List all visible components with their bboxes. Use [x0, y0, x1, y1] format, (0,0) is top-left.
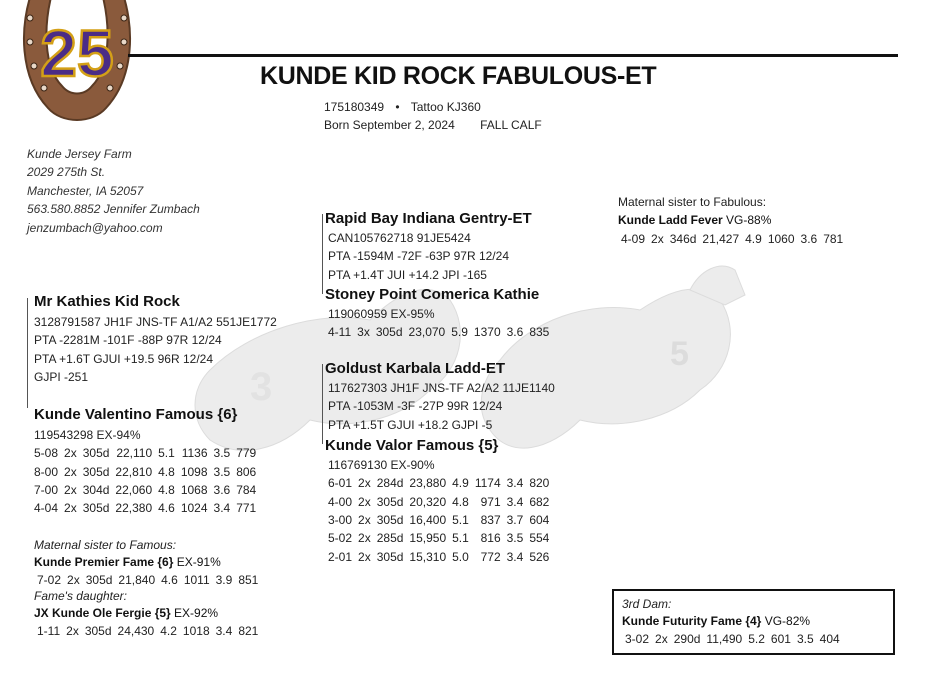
record-cell: 4.2 [160, 624, 177, 639]
record-cell: 781 [823, 232, 844, 247]
record-cell: 1018 [182, 624, 210, 639]
daughter-name: JX Kunde Ole Fergie {5} [34, 606, 171, 621]
record-cell: 4.8 [452, 494, 469, 509]
record-cell: 806 [236, 464, 257, 479]
record-cell: 7-00 [34, 483, 59, 498]
record-cell: 21,427 [702, 232, 740, 247]
record-cell: 2x [358, 476, 371, 491]
record-row [328, 323, 555, 341]
record-cell: 7-02 [37, 573, 62, 588]
record-cell: 1068 [180, 483, 208, 498]
record-cell: 305d [376, 494, 404, 509]
record-cell: 5.1 [158, 446, 175, 461]
sire-block [34, 293, 277, 386]
record-cell: 22,060 [115, 483, 153, 498]
farm-info [27, 145, 200, 237]
record-cell: 1024 [180, 501, 208, 516]
record-cell: 784 [236, 483, 257, 498]
record-cell: 601 [770, 632, 791, 647]
record-row [621, 230, 849, 248]
born-line [324, 118, 542, 132]
record-cell: 554 [529, 531, 550, 546]
dam-block [34, 406, 262, 517]
sire-sire-line: CAN105762718 91JE5424 [328, 231, 471, 245]
record-cell: 5-02 [328, 531, 353, 546]
record-cell: 3.4 [506, 549, 524, 564]
third-dam-content [622, 597, 846, 648]
record-cell: 2x [358, 549, 371, 564]
record-row [328, 547, 555, 565]
record-cell: 22,110 [116, 446, 153, 461]
dam-id: 119543298 EX-94% [34, 428, 141, 442]
record-cell: 346d [669, 232, 697, 247]
record-cell: 3-02 [625, 632, 650, 647]
sister-label: Maternal sister to Famous: [34, 538, 177, 552]
separator-bullet: • [395, 100, 400, 114]
record-cell: 15,310 [409, 549, 447, 564]
record-cell: 16,400 [409, 513, 447, 528]
record-cell: 772 [480, 549, 501, 564]
third-dam-label: 3rd Dam: [622, 597, 672, 611]
record-cell: 20,320 [409, 494, 447, 509]
horseshoe-logo [14, 0, 140, 132]
record-cell: 2x [66, 624, 79, 639]
record-row [34, 499, 262, 517]
record-row [37, 622, 264, 640]
record-cell: 3.9 [215, 573, 233, 588]
animal-title: KUNDE KID ROCK FABULOUS-ET [260, 62, 657, 90]
record-cell: 1174 [474, 476, 501, 491]
record-cell: 2x [64, 483, 77, 498]
maternal-sister-name: Kunde Ladd Fever [618, 213, 723, 227]
sire-sire-line: PTA +1.4T JUI +14.2 JPI -165 [328, 267, 487, 282]
sire-line: PTA +1.6T GJUI +19.5 96R 12/24 [34, 351, 213, 366]
record-cell: 1011 [183, 573, 210, 588]
dam-dam-id: 116769130 EX-90% [328, 458, 435, 472]
record-cell: 1370 [473, 325, 501, 340]
third-dam-box [612, 589, 895, 655]
record-cell: 3.4 [215, 624, 233, 639]
sire-sire-bracket [322, 214, 323, 294]
farm-email: jenzumbach@yahoo.com [27, 220, 163, 235]
sister-record [37, 571, 264, 589]
record-cell: 15,950 [409, 531, 447, 546]
record-cell: 526 [529, 549, 550, 564]
watermark-number-left: 3 [250, 365, 273, 409]
record-cell: 971 [480, 494, 501, 509]
sister-class: EX-91% [173, 555, 221, 569]
record-row [328, 474, 555, 492]
record-cell: 6-01 [328, 476, 353, 491]
record-cell: 23,880 [409, 476, 447, 491]
record-cell: 5.1 [452, 531, 469, 546]
sire-bracket [27, 298, 28, 408]
dam-records [34, 444, 262, 517]
maternal-sister-class: VG-88% [722, 213, 772, 227]
sire-dam-id: 119060959 EX-95% [328, 307, 435, 321]
header-rule [128, 54, 898, 57]
dam-sire-block [325, 360, 555, 434]
sire-dam-name: Stoney Point Comerica Kathie [325, 286, 540, 303]
dam-sire-line: 117627303 JH1F JNS-TF A2/A2 11JE1140 [328, 381, 555, 395]
record-cell: 2x [358, 513, 371, 528]
sire-line: GJPI -251 [34, 369, 89, 384]
record-cell: 22,810 [115, 464, 153, 479]
record-cell: 3.4 [213, 501, 231, 516]
record-cell: 8-00 [34, 464, 59, 479]
record-cell: 2x [358, 531, 371, 546]
record-cell: 290d [673, 632, 701, 647]
show-class: FALL CALF [480, 118, 542, 132]
maternal-sister-record [621, 230, 849, 248]
tattoo: Tattoo KJ360 [410, 100, 481, 114]
dam-sire-line: PTA -1053M -3F -27P 99R 12/24 [328, 399, 503, 414]
record-cell: 305d [376, 513, 404, 528]
record-cell: 5-08 [34, 446, 59, 461]
record-cell: 779 [236, 446, 257, 461]
record-cell: 3.7 [506, 513, 524, 528]
record-cell: 305d [82, 501, 110, 516]
record-row [34, 444, 262, 462]
record-cell: 4.8 [158, 464, 175, 479]
record-cell: 22,380 [115, 501, 153, 516]
record-cell: 2x [67, 573, 80, 588]
dam-dam-records [328, 474, 555, 565]
record-cell: 3.5 [506, 531, 524, 546]
record-cell: 851 [238, 573, 259, 588]
daughter-label: Fame's daughter: [34, 589, 128, 604]
record-cell: 3.5 [796, 632, 814, 647]
third-dam-name: Kunde Futurity Fame {4} [622, 614, 762, 628]
record-row [328, 529, 555, 547]
registration-number: 175180349 [324, 100, 385, 114]
record-cell: 2-01 [328, 549, 353, 564]
record-cell: 4.6 [161, 573, 178, 588]
record-cell: 682 [529, 494, 550, 509]
sire-sire-line: PTA -1594M -72F -63P 97R 12/24 [328, 249, 509, 264]
record-cell: 24,430 [117, 624, 155, 639]
record-cell: 820 [529, 476, 550, 491]
record-cell: 5.0 [452, 549, 469, 564]
record-cell: 305d [375, 325, 403, 340]
sire-sire-block [325, 210, 532, 284]
record-cell: 21,840 [118, 573, 156, 588]
dam-name: Kunde Valentino Famous {6} [34, 406, 238, 423]
birth-date: Born September 2, 2024 [324, 118, 455, 132]
record-cell: 5.9 [451, 325, 468, 340]
record-cell: 2x [358, 494, 371, 509]
record-cell: 3x [357, 325, 370, 340]
record-cell: 3.6 [213, 483, 231, 498]
record-cell: 3.6 [506, 325, 524, 340]
third-dam-record [625, 630, 846, 648]
logo-number: 25 [40, 16, 114, 90]
record-cell: 4-00 [328, 494, 353, 509]
record-row [625, 630, 846, 648]
record-cell: 1098 [180, 464, 208, 479]
record-cell: 1136 [181, 446, 208, 461]
record-cell: 11,490 [706, 632, 743, 647]
record-cell: 3.4 [506, 494, 524, 509]
record-row [328, 493, 555, 511]
dam-dam-name: Kunde Valor Famous {5} [325, 437, 499, 454]
sire-line: 3128791587 JH1F JNS-TF A1/A2 551JE1772 [34, 315, 277, 329]
sire-line: PTA -2281M -101F -88P 97R 12/24 [34, 333, 222, 348]
farm-phone: 563.580.8852 Jennifer Zumbach [27, 202, 200, 217]
record-row [34, 481, 262, 499]
dam-dam-block [325, 437, 555, 566]
record-cell: 3-00 [328, 513, 353, 528]
maternal-sister-block [618, 195, 849, 248]
record-row [328, 511, 555, 529]
record-cell: 404 [819, 632, 840, 647]
record-cell: 816 [480, 531, 501, 546]
dam-family-block [34, 538, 264, 641]
record-cell: 305d [84, 624, 112, 639]
record-cell: 4-09 [621, 232, 646, 247]
record-row [37, 571, 264, 589]
record-cell: 305d [82, 446, 110, 461]
record-cell: 305d [376, 549, 404, 564]
record-cell: 604 [529, 513, 550, 528]
record-cell: 305d [85, 573, 113, 588]
record-cell: 771 [236, 501, 257, 516]
sire-dam-block [325, 286, 555, 342]
record-cell: 835 [529, 325, 550, 340]
record-cell: 3.6 [800, 232, 818, 247]
record-cell: 23,070 [408, 325, 446, 340]
record-cell: 304d [82, 483, 110, 498]
record-cell: 4-04 [34, 501, 59, 516]
sister-name: Kunde Premier Fame {6} [34, 555, 174, 569]
record-cell: 4.8 [158, 483, 175, 498]
sire-sire-name: Rapid Bay Indiana Gentry-ET [325, 210, 532, 227]
record-cell: 1060 [767, 232, 795, 247]
dam-sire-name: Goldust Karbala Ladd-ET [325, 360, 506, 377]
record-cell: 5.1 [452, 513, 469, 528]
daughter-record [37, 622, 264, 640]
record-cell: 3.5 [213, 446, 231, 461]
sire-name: Mr Kathies Kid Rock [34, 293, 180, 310]
third-dam-class: VG-82% [761, 614, 811, 628]
record-cell: 2x [64, 446, 77, 461]
record-cell: 2x [64, 464, 77, 479]
daughter-class: EX-92% [170, 606, 219, 621]
record-cell: 4.9 [452, 476, 469, 491]
record-cell: 4-11 [328, 325, 352, 340]
record-cell: 5.2 [748, 632, 765, 647]
farm-address: 2029 275th St. [27, 165, 106, 180]
record-cell: 284d [376, 476, 404, 491]
reg-line [324, 100, 481, 114]
record-cell: 3.4 [506, 476, 524, 491]
farm-name: Kunde Jersey Farm [27, 147, 132, 161]
dam-sire-bracket [322, 364, 323, 444]
record-cell: 4.6 [158, 501, 175, 516]
record-cell: 2x [655, 632, 668, 647]
sire-dam-record [328, 323, 555, 341]
record-cell: 821 [238, 624, 259, 639]
watermark-number-right: 5 [670, 335, 689, 373]
record-cell: 2x [64, 501, 77, 516]
record-cell: 3.5 [213, 464, 231, 479]
record-cell: 837 [480, 513, 501, 528]
farm-city: Manchester, IA 52057 [27, 183, 144, 198]
record-cell: 305d [82, 464, 110, 479]
maternal-sister-label: Maternal sister to Fabulous: [618, 195, 767, 209]
record-cell: 285d [376, 531, 404, 546]
dam-sire-line: PTA +1.5T GJUI +18.2 GJPI -5 [328, 417, 493, 432]
record-row [34, 463, 262, 481]
record-cell: 2x [651, 232, 664, 247]
record-cell: 1-11 [37, 624, 61, 639]
record-cell: 4.9 [745, 232, 762, 247]
